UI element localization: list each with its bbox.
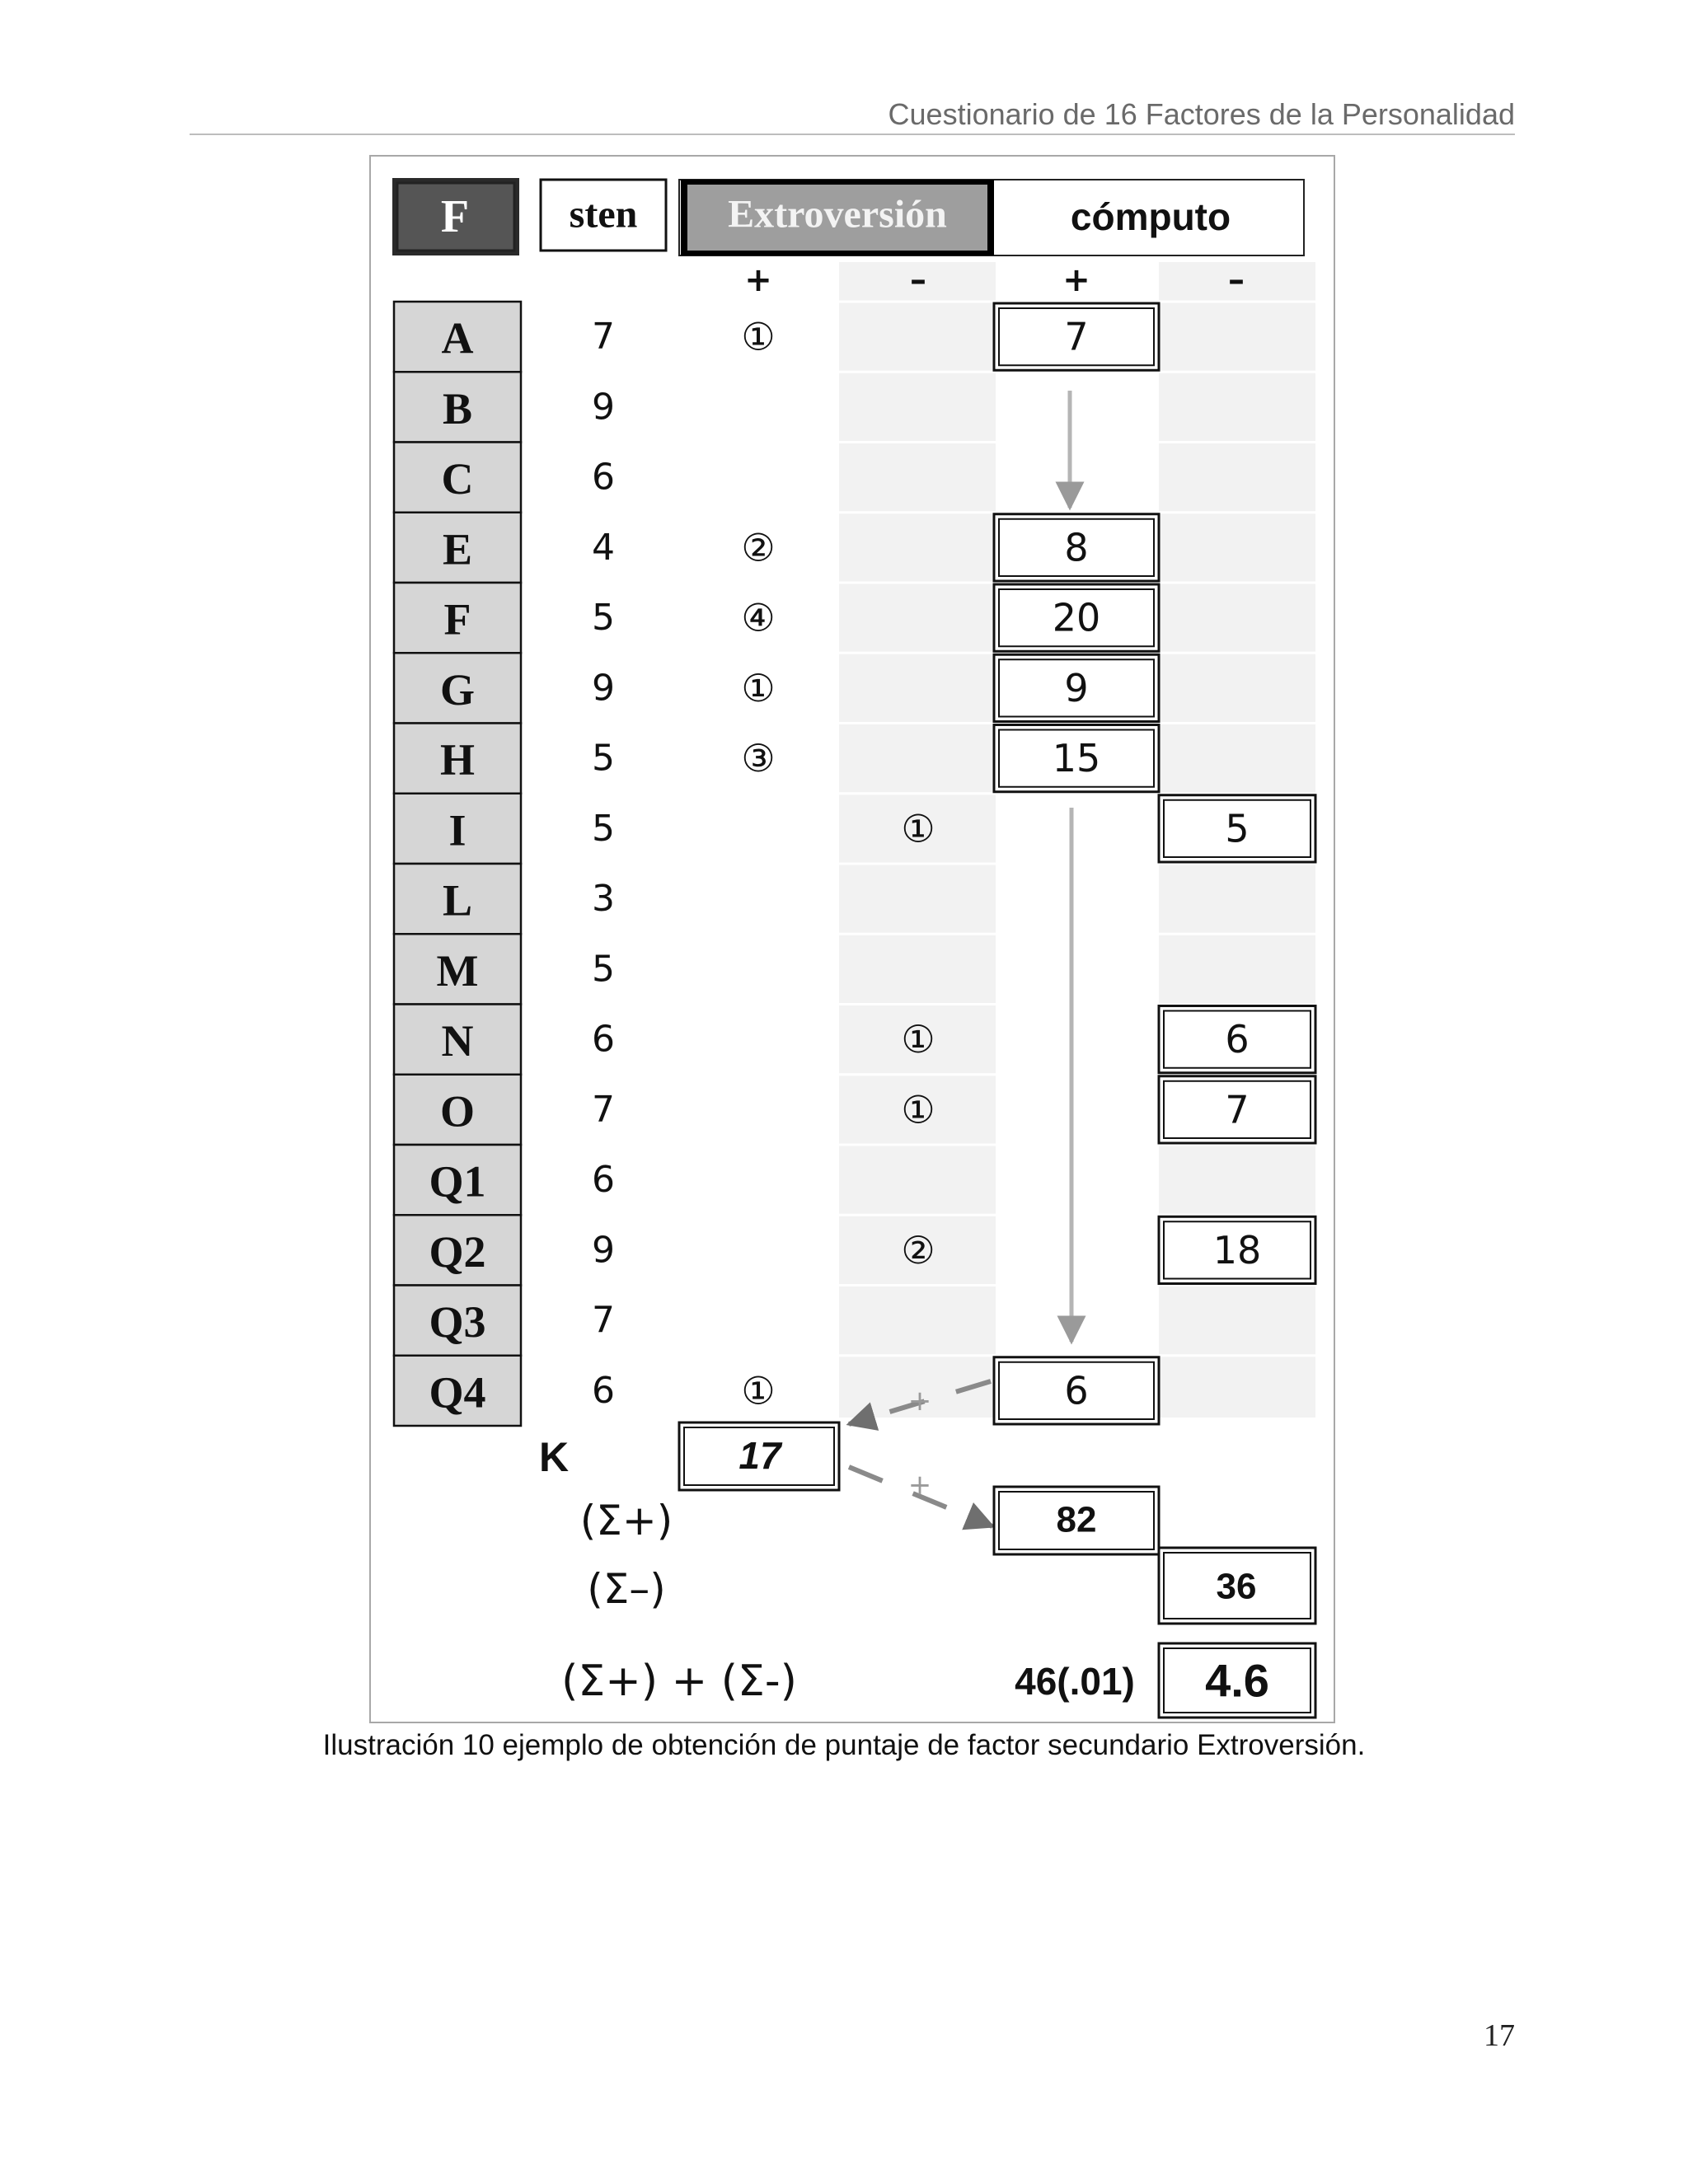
minus-value-box [1159, 1006, 1315, 1073]
factor-label: L [442, 875, 473, 926]
sten-value: 6 [592, 1159, 615, 1202]
plus-value: 8 [1064, 525, 1089, 570]
flow-plus-upper: + [907, 1385, 932, 1418]
k-value-box [679, 1422, 839, 1490]
sum-minus-label: (Σ–) [587, 1565, 666, 1613]
total-score-box [1159, 1643, 1315, 1718]
total-raw-score: 46(.01) [1015, 1660, 1135, 1703]
minus-value: 6 [1225, 1017, 1250, 1062]
page-header: Cuestionario de 16 Factores de la Personalidad [888, 97, 1515, 131]
plus-weight-mark: ① [741, 1368, 776, 1413]
minus-value: 5 [1225, 806, 1250, 851]
factor-label: N [441, 1016, 474, 1066]
factor-label: Q3 [429, 1297, 486, 1347]
factor-label: C [441, 454, 474, 504]
factor-label: E [442, 524, 473, 574]
factor-label: Q2 [429, 1226, 486, 1277]
sten-value: 5 [592, 948, 615, 991]
plus-value: 9 [1064, 665, 1089, 710]
plus-weight-mark: ④ [741, 595, 776, 640]
sum-plus-label: (Σ+) [579, 1497, 673, 1544]
plus-value-sign: + [1062, 261, 1090, 299]
sten-value: 9 [592, 667, 615, 710]
header-sten-label: sten [569, 192, 638, 237]
header-factor-cell [392, 178, 519, 255]
factor-label: Q1 [429, 1156, 486, 1207]
sten-value: 9 [592, 386, 615, 429]
header-sten-cell [541, 180, 666, 251]
factor-label: O [439, 1086, 476, 1137]
plus-value: 15 [1052, 736, 1101, 781]
plus-value: 6 [1064, 1368, 1089, 1413]
sten-value: 5 [592, 737, 615, 780]
sten-value: 6 [592, 1018, 615, 1061]
minus-weight-mark: ① [901, 1087, 935, 1132]
factor-row [394, 302, 1159, 372]
k-value: 17 [738, 1434, 781, 1477]
factor-label: F [443, 594, 471, 644]
plus-value-box [994, 725, 1159, 792]
plus-value-box [994, 584, 1159, 651]
sten-value: 7 [592, 1088, 615, 1131]
factor-row [394, 443, 615, 513]
factor-row [394, 583, 1159, 653]
minus-weight-mark: ① [901, 806, 935, 851]
header-factor-label: F [440, 191, 470, 242]
plus-weight-mark: ③ [741, 736, 776, 781]
sum-plus-box [994, 1487, 1159, 1554]
minus-weight-mark: ② [901, 1227, 935, 1272]
factor-row [394, 864, 615, 934]
factor-label: I [448, 805, 467, 855]
minus-value: 7 [1225, 1087, 1250, 1132]
plus-weight-sign: + [744, 261, 772, 299]
minus-value-box [1159, 795, 1315, 862]
minus-value-sign: – [1228, 261, 1245, 299]
header-rule [190, 134, 1515, 135]
flow-plus-lower: + [907, 1469, 932, 1502]
factor-row [394, 653, 1159, 723]
total-label: (Σ+) + (Σ-) [561, 1657, 797, 1706]
factor-label: G [439, 664, 476, 715]
sten-value: 3 [592, 878, 615, 921]
factor-row [394, 1356, 1159, 1426]
sten-value: 5 [592, 597, 615, 640]
factor-label: B [442, 383, 473, 434]
factor-label: Q4 [429, 1367, 486, 1418]
plus-value-box [994, 303, 1159, 370]
page-number: 17 [1484, 2018, 1515, 2053]
figure-caption: Ilustración 10 ejemplo de obtención de puntaje de factor secundario Extroversión. [322, 1729, 1366, 1761]
sum-plus-value: 82 [1056, 1499, 1097, 1540]
k-label: K [538, 1434, 570, 1480]
minus-value: 18 [1212, 1227, 1262, 1272]
sum-minus-value: 36 [1216, 1566, 1257, 1607]
plus-weight-mark: ① [741, 665, 776, 710]
minus-weight-mark: ① [901, 1017, 935, 1062]
factor-label: M [436, 945, 479, 996]
plus-value: 7 [1064, 314, 1089, 359]
sten-value: 7 [592, 316, 615, 359]
factor-row [394, 513, 1159, 583]
minus-value-box [1159, 1216, 1315, 1283]
sten-value: 5 [592, 807, 615, 850]
total-score-value: 4.6 [1205, 1654, 1269, 1707]
factor-row [394, 934, 615, 1004]
sten-value: 9 [592, 1229, 615, 1272]
sum-minus-box [1159, 1548, 1315, 1624]
plus-value: 20 [1052, 595, 1101, 640]
plus-weight-mark: ① [741, 314, 776, 359]
factor-row [394, 1286, 615, 1356]
factor-row [394, 724, 1159, 794]
factor-row [394, 372, 615, 442]
minus-value-box [1159, 1076, 1315, 1143]
header-computo: cómputo [1070, 195, 1231, 238]
plus-value-box [994, 1357, 1159, 1424]
factor-label: A [441, 313, 474, 363]
factor-row [394, 1145, 615, 1215]
plus-value-box [994, 514, 1159, 581]
factor-label: H [439, 735, 476, 785]
sten-value: 6 [592, 1369, 615, 1412]
sten-value: 7 [592, 1299, 615, 1342]
header-factor-name: Extroversión [728, 192, 947, 237]
header-name-cell [679, 180, 1304, 255]
minus-weight-sign: – [910, 261, 926, 299]
sten-value: 6 [592, 456, 615, 499]
sten-value: 4 [592, 526, 615, 569]
plus-value-box [994, 654, 1159, 721]
extroversion-figure [369, 155, 1335, 1723]
plus-weight-mark: ② [741, 525, 776, 570]
